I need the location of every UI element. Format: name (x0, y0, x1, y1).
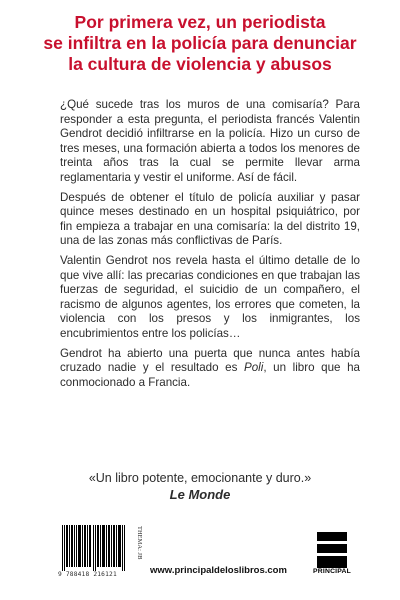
quote-source: Le Monde (169, 487, 231, 502)
synopsis-paragraph-2: Después de obtener el título de policía auxiliar y pasar quince meses destinado en un hospital psiquiátrico, por fin empieza a trabajar en una comisaría: la del distrito 19, una de las zonas más conflictivas de París. (60, 190, 360, 248)
synopsis-paragraph-3: Valentin Gendrot nos revela hasta el último detalle de lo que vive allí: las precarias condiciones en que trabajan las fuerzas de seguridad, el suicidio de un compañero, el racismo de algunos agentes, los errores que cometen, la violencia con los presos y los inmigrantes, los encubrimientos entre los policías… (60, 253, 360, 340)
paragraph-4-text-start: Gendrot ha abierto una puerta que nunca antes había cruzado nadie y el resultado es (60, 346, 360, 375)
headline-line-1: Por primera vez, un periodista (74, 12, 326, 32)
book-title: Poli (243, 361, 264, 375)
synopsis-paragraph-4 (60, 347, 360, 391)
publisher-website: www.principaldeloslibros.com (150, 565, 287, 576)
synopsis (60, 98, 360, 395)
isbn-barcode (58, 525, 136, 581)
thema-code: THEMA: JB (136, 526, 143, 560)
publisher-logo-text: PRINCIPAL (313, 568, 351, 575)
review-quote (40, 470, 360, 503)
headline-line-3: la cultura de violencia y abusos (68, 54, 332, 74)
headline-line-2: se infiltra en la policía para denunciar (43, 33, 357, 53)
synopsis-paragraph-1: ¿Qué sucede tras los muros de una comisaría? Para responder a esta pregunta, el periodista francés Valentin Gendrot decidió infiltrarse en la policía. Hizo un curso de tres meses, una formación abierta a todos los menores de treinta años tras la cual se permite llevar arma reglamentaria y vestir el uniforme. Así de fácil. (60, 98, 360, 184)
paragraph-4-text-end: , un libro que ha conmocionado a Francia. (60, 361, 360, 389)
barcode-icon (58, 525, 130, 571)
isbn-number: 9 788418 216121 (58, 571, 117, 578)
quote-text: «Un libro potente, emocionante y duro.» (88, 471, 312, 485)
publisher-logo-icon (317, 532, 347, 568)
headline (20, 12, 380, 75)
publisher-logo (313, 532, 351, 578)
